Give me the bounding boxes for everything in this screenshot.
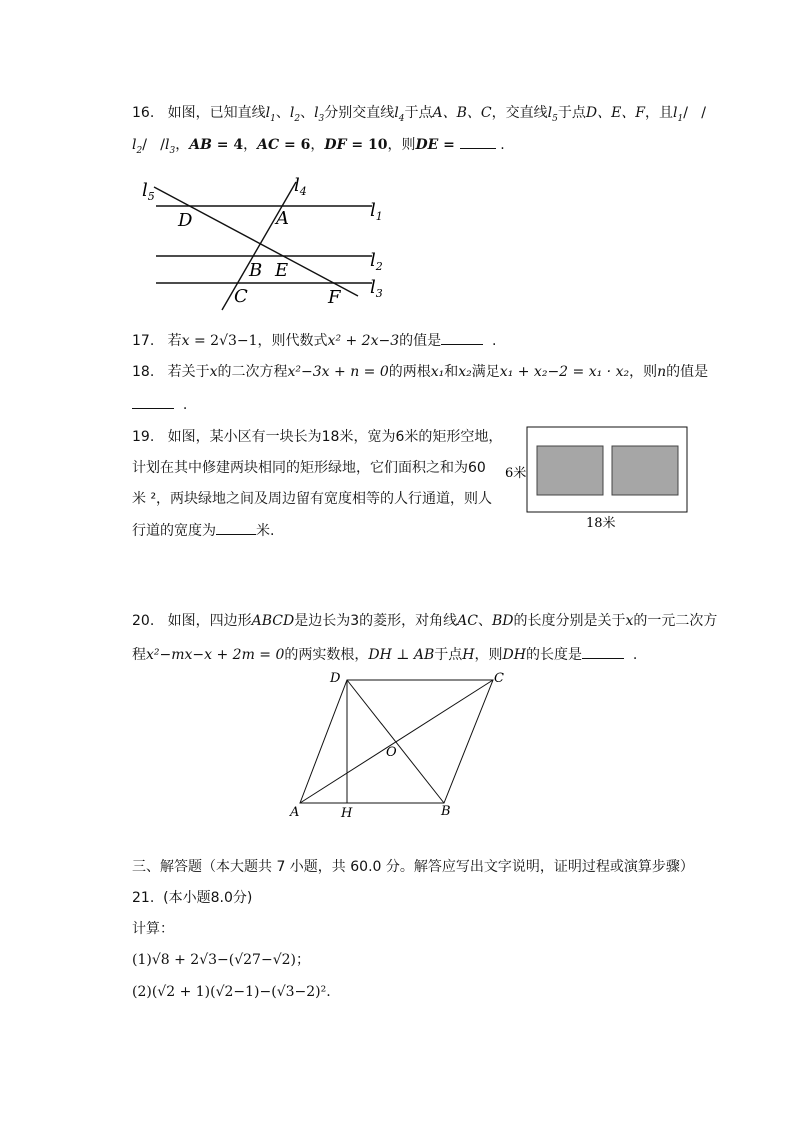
label-l2: $l_2$ (370, 250, 383, 273)
q16-parallel-lines-figure (136, 172, 396, 317)
df-symbol: DF (324, 137, 347, 153)
x2-symbol: x₂ (458, 364, 472, 380)
part-label: (2) (132, 984, 152, 1000)
part-label: (1) (132, 952, 152, 968)
q20-text: ，则 (474, 647, 503, 663)
label-d: D (178, 210, 193, 231)
q19-line4 (132, 520, 274, 541)
q16-text: 分别交直线 (324, 105, 395, 121)
answer-blank[interactable] (216, 520, 256, 535)
label-l3: $l_3$ (370, 277, 383, 300)
label-b: B (441, 804, 451, 819)
q16-text: ，则 (387, 137, 416, 153)
q20-number: 20. (132, 613, 155, 629)
period: . (492, 333, 497, 349)
q20-equation: x²−mx−x + 2m = 0 (146, 647, 285, 663)
h-symbol: H (462, 647, 475, 663)
q19-line1 (132, 427, 502, 447)
q20-text: 如图，四边形 (167, 613, 252, 629)
label-l4: $l_4$ (294, 175, 307, 198)
q20-text: 于点 (434, 647, 463, 663)
q20-text: 程 (132, 647, 146, 663)
label-a: A (276, 208, 289, 229)
label-o: O (386, 745, 397, 760)
q17-line (132, 330, 497, 351)
x1-symbol: x₁ (430, 364, 445, 380)
l1-symbol: $l_1$ (673, 105, 684, 124)
q16-text: 如图，已知直线 (167, 105, 266, 121)
ac-symbol: AC (457, 613, 478, 629)
q20-text: 的两实数根， (284, 647, 369, 663)
label-a: A (290, 805, 300, 820)
q20-rhombus-figure (285, 668, 515, 823)
q16-text: 于点 (557, 105, 586, 121)
answer-blank[interactable] (441, 330, 483, 345)
l2-symbol: $l_2$ (289, 105, 301, 124)
q16-text: 于点 (404, 105, 433, 121)
x-symbol: x (625, 613, 634, 629)
df-value: = 10 (346, 137, 388, 153)
bd-symbol: BD (491, 613, 514, 629)
q17-polynomial: x² + 2x−3 (327, 333, 400, 349)
answer-blank[interactable] (460, 134, 496, 149)
q20-text: 的长度是 (525, 647, 582, 663)
x-symbol: x (209, 364, 218, 380)
q19-text: 米. (256, 523, 275, 539)
q19-text: 如图，某小区有一块长为18米，宽为6米的矩形空地， (167, 429, 503, 445)
l5-symbol: $l_5$ (547, 105, 558, 124)
q19-text: 行道的宽度为 (132, 523, 216, 539)
q19-line2: 计划在其中修建两块相同的矩形绿地，它们面积之和为60 (132, 460, 486, 476)
label-f: F (328, 287, 341, 308)
q21-part2 (132, 982, 331, 1002)
q16-number: 16. (132, 105, 155, 121)
n-symbol: n (657, 364, 667, 380)
q20-text: 是边长为3的菱形，对角线 (294, 613, 458, 629)
q16-line2: $l_2/$ $/l_3$，AB = 4，AC = 6，DF = 10，则DE = . (132, 134, 505, 155)
q20-line2 (132, 644, 637, 665)
q18-text: 的值是 (666, 364, 709, 380)
q18-text: 满足 (471, 364, 500, 380)
dh-perp: DH ⊥ AB (368, 647, 435, 663)
q21-expression-1: √8 + 2√3−(√27−√2)； (151, 952, 310, 968)
abcd-symbol: ABCD (251, 613, 295, 629)
q16-text: ，交直线 (491, 105, 548, 121)
answer-blank[interactable] (132, 394, 174, 409)
label-l5: $l_5$ (142, 180, 155, 203)
q16-text: ，且 (645, 105, 674, 121)
x-symbol: x (181, 333, 190, 349)
diagonal-bd (347, 680, 444, 803)
l3-symbol: $l_3$ (314, 105, 325, 124)
q17-text: 的值是 (399, 333, 442, 349)
q18-equation: x²−3x + n = 0 (287, 364, 389, 380)
eq-sign: = (438, 137, 460, 153)
label-l1: $l_1$ (370, 200, 383, 223)
label-c: C (234, 286, 248, 307)
section3-title: 三、解答题（本大题共 7 小题，共 60.0 分。解答应写出文字说明，证明过程或演算步骤） (132, 859, 694, 875)
label-c: C (494, 671, 504, 686)
label-e: E (275, 260, 289, 281)
label-d: D (330, 671, 341, 686)
q21-score: (本小题8.0分) (163, 890, 253, 906)
q17-text: ，则代数式 (257, 333, 328, 349)
q21-number: 21. (132, 890, 155, 906)
diagonal-ac (300, 680, 493, 803)
period: . (182, 397, 188, 413)
q18-number: 18. (132, 364, 155, 380)
q21-part1 (132, 950, 310, 970)
q18-text: 若关于 (167, 364, 210, 380)
de-symbol: DE (415, 137, 439, 153)
ac-value: = 6 (279, 137, 311, 153)
q21-header (132, 888, 252, 908)
lawn-left (537, 446, 603, 495)
q17-expression: = 2√3−1 (189, 333, 258, 349)
q16-line1: 16. 如图，已知直线$l_1$、$l_2$、$l_3$分别交直线$l_4$于点A、B、C，交直线$l_5$于点D、E、F，且$l_1/$ / (132, 105, 707, 124)
q16-points-abc: A、B、C (432, 105, 492, 121)
q18-text: 的二次方程 (217, 364, 288, 380)
q19-field-figure (500, 425, 695, 535)
q19-line3: 米 ²，两块绿地之间及周边留有宽度相等的人行通道，则人 (132, 491, 493, 507)
q20-text: 的长度分别是关于 (513, 613, 626, 629)
q18-text: 和 (444, 364, 459, 380)
label-b: B (249, 260, 263, 281)
dh-symbol: DH (502, 647, 526, 663)
q16-points-def: D、E、F (585, 105, 646, 121)
width-label: 6米 (505, 466, 527, 481)
q18-text: ，则 (629, 364, 658, 380)
length-label: 18米 (586, 516, 616, 531)
period: . (500, 137, 505, 153)
ab-symbol: AB (189, 137, 212, 153)
q19-number: 19. (132, 429, 155, 445)
q20-text: 、 (477, 613, 492, 629)
l1-symbol: $l_1$ (265, 105, 276, 124)
q17-text: 若 (167, 333, 182, 349)
q18-line1 (132, 362, 708, 382)
q21-expression-2: (√2 + 1)(√2−1)−(√3−2)². (151, 984, 331, 1000)
q18-line2 (132, 394, 187, 415)
label-h: H (341, 806, 353, 821)
answer-blank[interactable] (582, 644, 624, 659)
l4-symbol: $l_4$ (394, 105, 405, 124)
q18-text: 的两根 (388, 364, 431, 380)
q20-text: 的一元二次方 (633, 613, 718, 629)
q20-line1 (132, 611, 717, 631)
ac-symbol: AC (257, 137, 280, 153)
ab-value: = 4 (211, 137, 244, 153)
q18-condition: x₁ + x₂−2 = x₁ · x₂ (499, 364, 630, 380)
period: . (632, 647, 638, 663)
q21-instruction: 计算： (132, 921, 174, 937)
lawn-right (612, 446, 678, 495)
q17-number: 17. (132, 333, 155, 349)
